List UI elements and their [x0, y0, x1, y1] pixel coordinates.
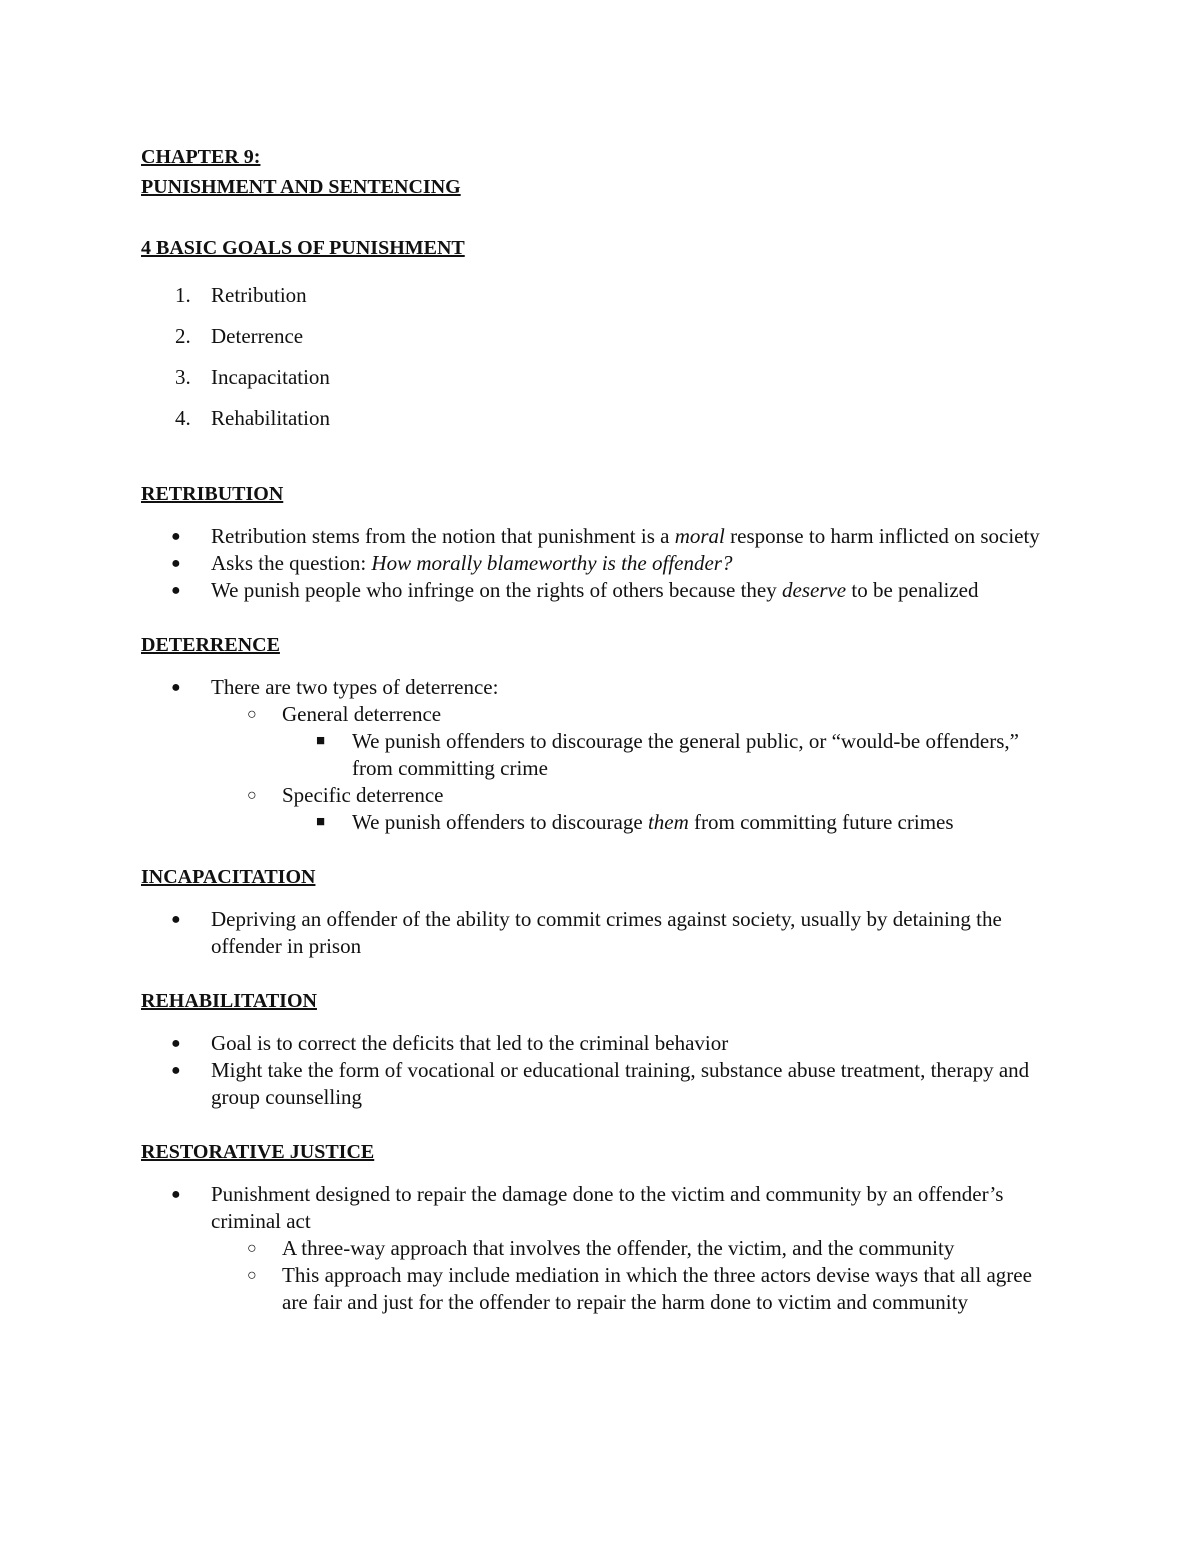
square-bullet-icon: ■: [316, 733, 326, 749]
deterrence-heading: DETERRENCE: [141, 634, 280, 656]
item-emphasis: them: [647, 810, 689, 834]
goal-item: [141, 275, 1061, 316]
bullet-icon: ●: [171, 1186, 181, 1203]
restorative-heading: RESTORATIVE JUSTICE: [141, 1141, 375, 1163]
list-item: [141, 1057, 1061, 1111]
restorative-sublist: [211, 1235, 1061, 1316]
detail-item: [141, 728, 1061, 782]
incapacitation-list: [141, 906, 1061, 960]
circle-bullet-icon: ○: [247, 706, 257, 723]
list-item: [141, 550, 1061, 577]
item-text: from committing future crimes: [688, 810, 954, 834]
goal-text: Rehabilitation: [211, 406, 330, 430]
goal-item: [141, 316, 1061, 357]
bullet-icon: ●: [171, 555, 181, 572]
sublist-item: [141, 782, 1061, 836]
bullet-icon: ●: [171, 582, 181, 599]
goal-number: 1.: [175, 283, 191, 307]
item-text: Depriving an offender of the ability to commit crimes against society, usually by detaining the offender in prison: [211, 907, 1002, 958]
sublist-item: [141, 1262, 1061, 1316]
list-item: [141, 523, 1061, 550]
item-text: We punish offenders to discourage the general public, or “would-be offenders,” from committing crime: [352, 729, 1019, 780]
square-bullet-icon: ■: [316, 814, 326, 830]
goal-text: Deterrence: [211, 324, 304, 348]
bullet-icon: ●: [171, 911, 181, 928]
item-text: Retribution stems from the notion that punishment is a: [211, 524, 675, 548]
goal-number: 4.: [175, 406, 191, 430]
goals-list: [141, 275, 1061, 439]
bullet-icon: ●: [171, 1062, 181, 1079]
goal-text: Retribution: [211, 283, 307, 307]
list-item: [141, 577, 1061, 604]
circle-bullet-icon: ○: [247, 1267, 257, 1284]
item-text: This approach may include mediation in which the three actors devise ways that all agree are fair and just for the offender to repair the harm done to victim and community: [282, 1263, 1032, 1314]
deterrence-list: [141, 674, 1061, 836]
circle-bullet-icon: ○: [247, 787, 257, 804]
item-text: Asks the question:: [211, 551, 372, 575]
retribution-heading: RETRIBUTION: [141, 483, 284, 505]
retribution-section: [141, 479, 1061, 604]
goal-text: Incapacitation: [211, 365, 330, 389]
item-text: Goal is to correct the deficits that led to the criminal behavior: [211, 1031, 729, 1055]
deterrence-section: [141, 630, 1061, 836]
item-text: General deterrence: [282, 702, 442, 726]
general-detail-list: [282, 728, 1061, 782]
item-text: A three-way approach that involves the offender, the victim, and the community: [282, 1236, 955, 1260]
bullet-icon: ●: [171, 679, 181, 696]
item-text: to be penalized: [846, 578, 979, 602]
bullet-icon: ●: [171, 1035, 181, 1052]
goals-heading: 4 BASIC GOALS OF PUNISHMENT: [141, 237, 465, 259]
list-item: [141, 906, 1061, 960]
item-text: We punish people who infringe on the rights of others because they: [211, 578, 782, 602]
rehabilitation-list: [141, 1030, 1061, 1111]
goals-section: [141, 233, 1061, 439]
item-text: response to harm inflicted on society: [724, 524, 1040, 548]
item-text: We punish offenders to discourage: [352, 810, 648, 834]
rehabilitation-heading: REHABILITATION: [141, 990, 317, 1012]
circle-bullet-icon: ○: [247, 1240, 257, 1257]
retribution-list: [141, 523, 1061, 604]
goal-number: 3.: [175, 365, 191, 389]
sublist-item: [141, 1235, 1061, 1262]
item-text: Specific deterrence: [282, 783, 444, 807]
goal-number: 2.: [175, 324, 191, 348]
specific-detail-list: [282, 809, 1061, 836]
bullet-icon: ●: [171, 528, 181, 545]
incapacitation-heading: INCAPACITATION: [141, 866, 316, 888]
item-text: There are two types of deterrence:: [211, 675, 499, 699]
item-emphasis: How morally blameworthy is the offender?: [371, 551, 733, 575]
goal-item: [141, 398, 1061, 439]
list-item: [141, 674, 1061, 836]
rehabilitation-section: [141, 986, 1061, 1111]
goal-item: [141, 357, 1061, 398]
chapter-number: CHAPTER 9:: [141, 146, 261, 168]
detail-item: [141, 809, 1061, 836]
document-page: [141, 142, 1061, 1316]
chapter-title: PUNISHMENT AND SENTENCING: [141, 176, 461, 198]
item-text: Might take the form of vocational or educational training, substance abuse treatment, therapy and group counselling: [211, 1058, 1030, 1109]
list-item: [141, 1181, 1061, 1316]
deterrence-sublist: [211, 701, 1061, 836]
item-emphasis: deserve: [782, 578, 847, 602]
item-text: Punishment designed to repair the damage done to the victim and community by an offender’s criminal act: [211, 1182, 1004, 1233]
item-emphasis: moral: [674, 524, 725, 548]
list-item: [141, 1030, 1061, 1057]
restorative-list: [141, 1181, 1061, 1316]
restorative-section: [141, 1137, 1061, 1316]
sublist-item: [141, 701, 1061, 782]
incapacitation-section: [141, 862, 1061, 960]
